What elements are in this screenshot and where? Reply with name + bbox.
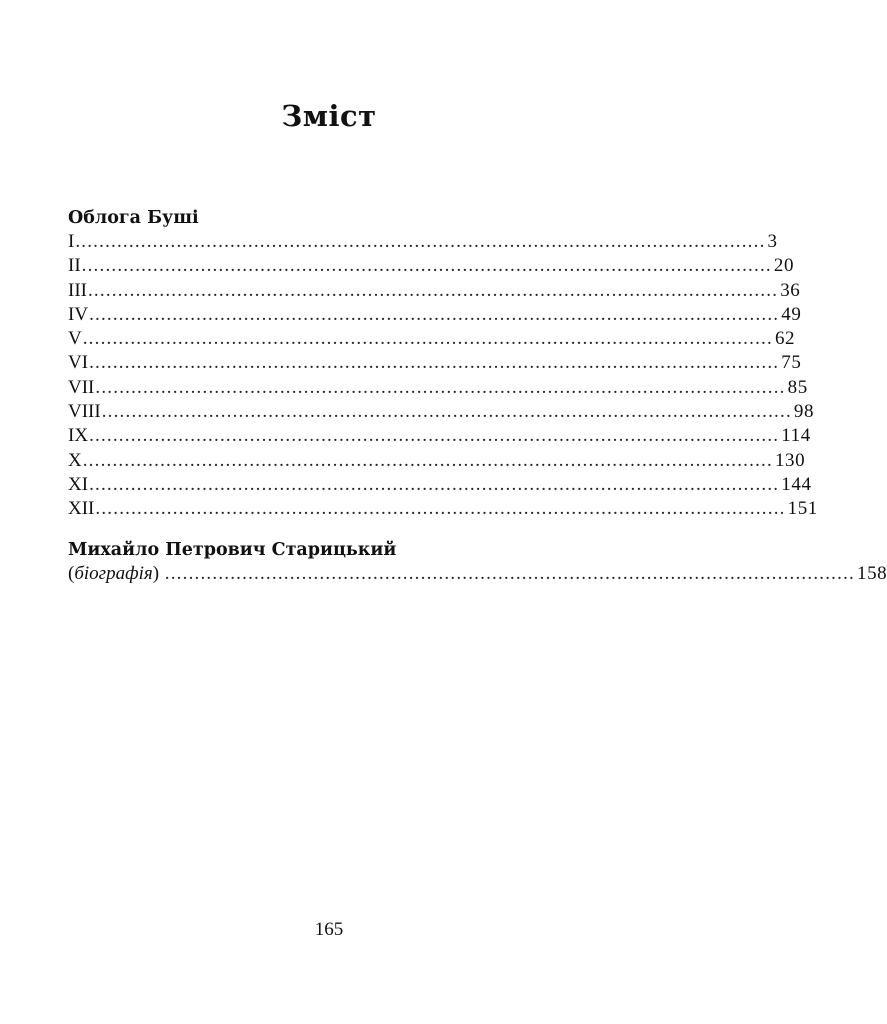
entry-page: 3 — [767, 231, 778, 252]
toc-entry-4[interactable] — [68, 303, 802, 327]
leader-dots: .................................................................................................................... — [89, 352, 780, 374]
entry-page: 98 — [793, 401, 815, 423]
entry-label: III — [68, 279, 87, 301]
toc-entry-11[interactable] — [68, 473, 812, 497]
biography-label: біографія — [74, 562, 153, 584]
paren-open: ( — [68, 562, 75, 584]
entry-label: I — [68, 231, 75, 252]
table-of-contents — [68, 206, 887, 586]
leader-dots: .................................................................................................................... — [95, 498, 786, 520]
entry-label: II — [68, 255, 81, 277]
toc-entry-12[interactable] — [68, 497, 818, 521]
entry-page: 85 — [787, 376, 808, 398]
paren-close: ) — [152, 562, 160, 584]
page-title: Зміст — [281, 99, 377, 133]
toc-entry-9[interactable] — [68, 424, 811, 448]
entry-page: 36 — [780, 279, 801, 301]
leader-dots: .................................................................................................................... — [75, 231, 766, 252]
entry-page: 151 — [787, 498, 818, 520]
entry-label: IV — [68, 303, 89, 325]
entry-label: VIII — [68, 401, 101, 423]
entry-page: 114 — [781, 425, 811, 447]
entry-label: V — [68, 328, 82, 350]
entry-label: IX — [68, 425, 89, 447]
leader-dots: .................................................................................................................... — [89, 473, 780, 495]
entry-page: 62 — [774, 328, 796, 350]
leader-dots: .................................................................................................................... — [82, 449, 773, 471]
toc-entry-5[interactable] — [68, 327, 796, 351]
leader-dots: .................................................................................................................... — [164, 562, 855, 584]
entry-label: XII — [68, 498, 95, 520]
leader-dots: .................................................................................................................... — [87, 279, 779, 301]
entry-label — [68, 562, 165, 586]
toc-entry-7[interactable] — [68, 376, 808, 400]
toc-entry-10[interactable] — [68, 449, 806, 473]
toc-entry-2[interactable] — [68, 254, 795, 278]
leader-dots: .................................................................................................................... — [89, 425, 780, 447]
entry-label: X — [68, 449, 82, 471]
leader-dots: .................................................................................................................... — [101, 401, 792, 423]
leader-dots: .................................................................................................................... — [81, 255, 772, 277]
toc-entry-3[interactable] — [68, 279, 801, 303]
entry-label: VI — [68, 352, 89, 374]
toc-entry-6[interactable] — [68, 351, 802, 375]
leader-dots: .................................................................................................................... — [95, 376, 786, 398]
entry-page: 158 — [856, 562, 887, 584]
entry-page: 75 — [781, 352, 802, 374]
entry-label: XI — [68, 473, 89, 495]
entry-page: 49 — [781, 303, 802, 325]
entry-page: 130 — [774, 449, 806, 471]
entry-label: VII — [68, 376, 95, 398]
toc-entry-1[interactable] — [68, 230, 778, 254]
page-number: 165 — [314, 919, 344, 940]
section-spacer — [68, 522, 550, 538]
toc-entry-8[interactable] — [68, 400, 815, 424]
leader-dots: .................................................................................................................... — [82, 328, 773, 350]
section-heading-siege: Облога Буші — [68, 208, 199, 228]
entry-page: 20 — [773, 255, 795, 277]
toc-entry-biography[interactable] — [68, 562, 887, 586]
section-heading-biography: Михайло Петрович Старицький — [68, 539, 397, 560]
entry-page: 144 — [781, 473, 812, 495]
leader-dots: .................................................................................................................... — [89, 303, 780, 325]
